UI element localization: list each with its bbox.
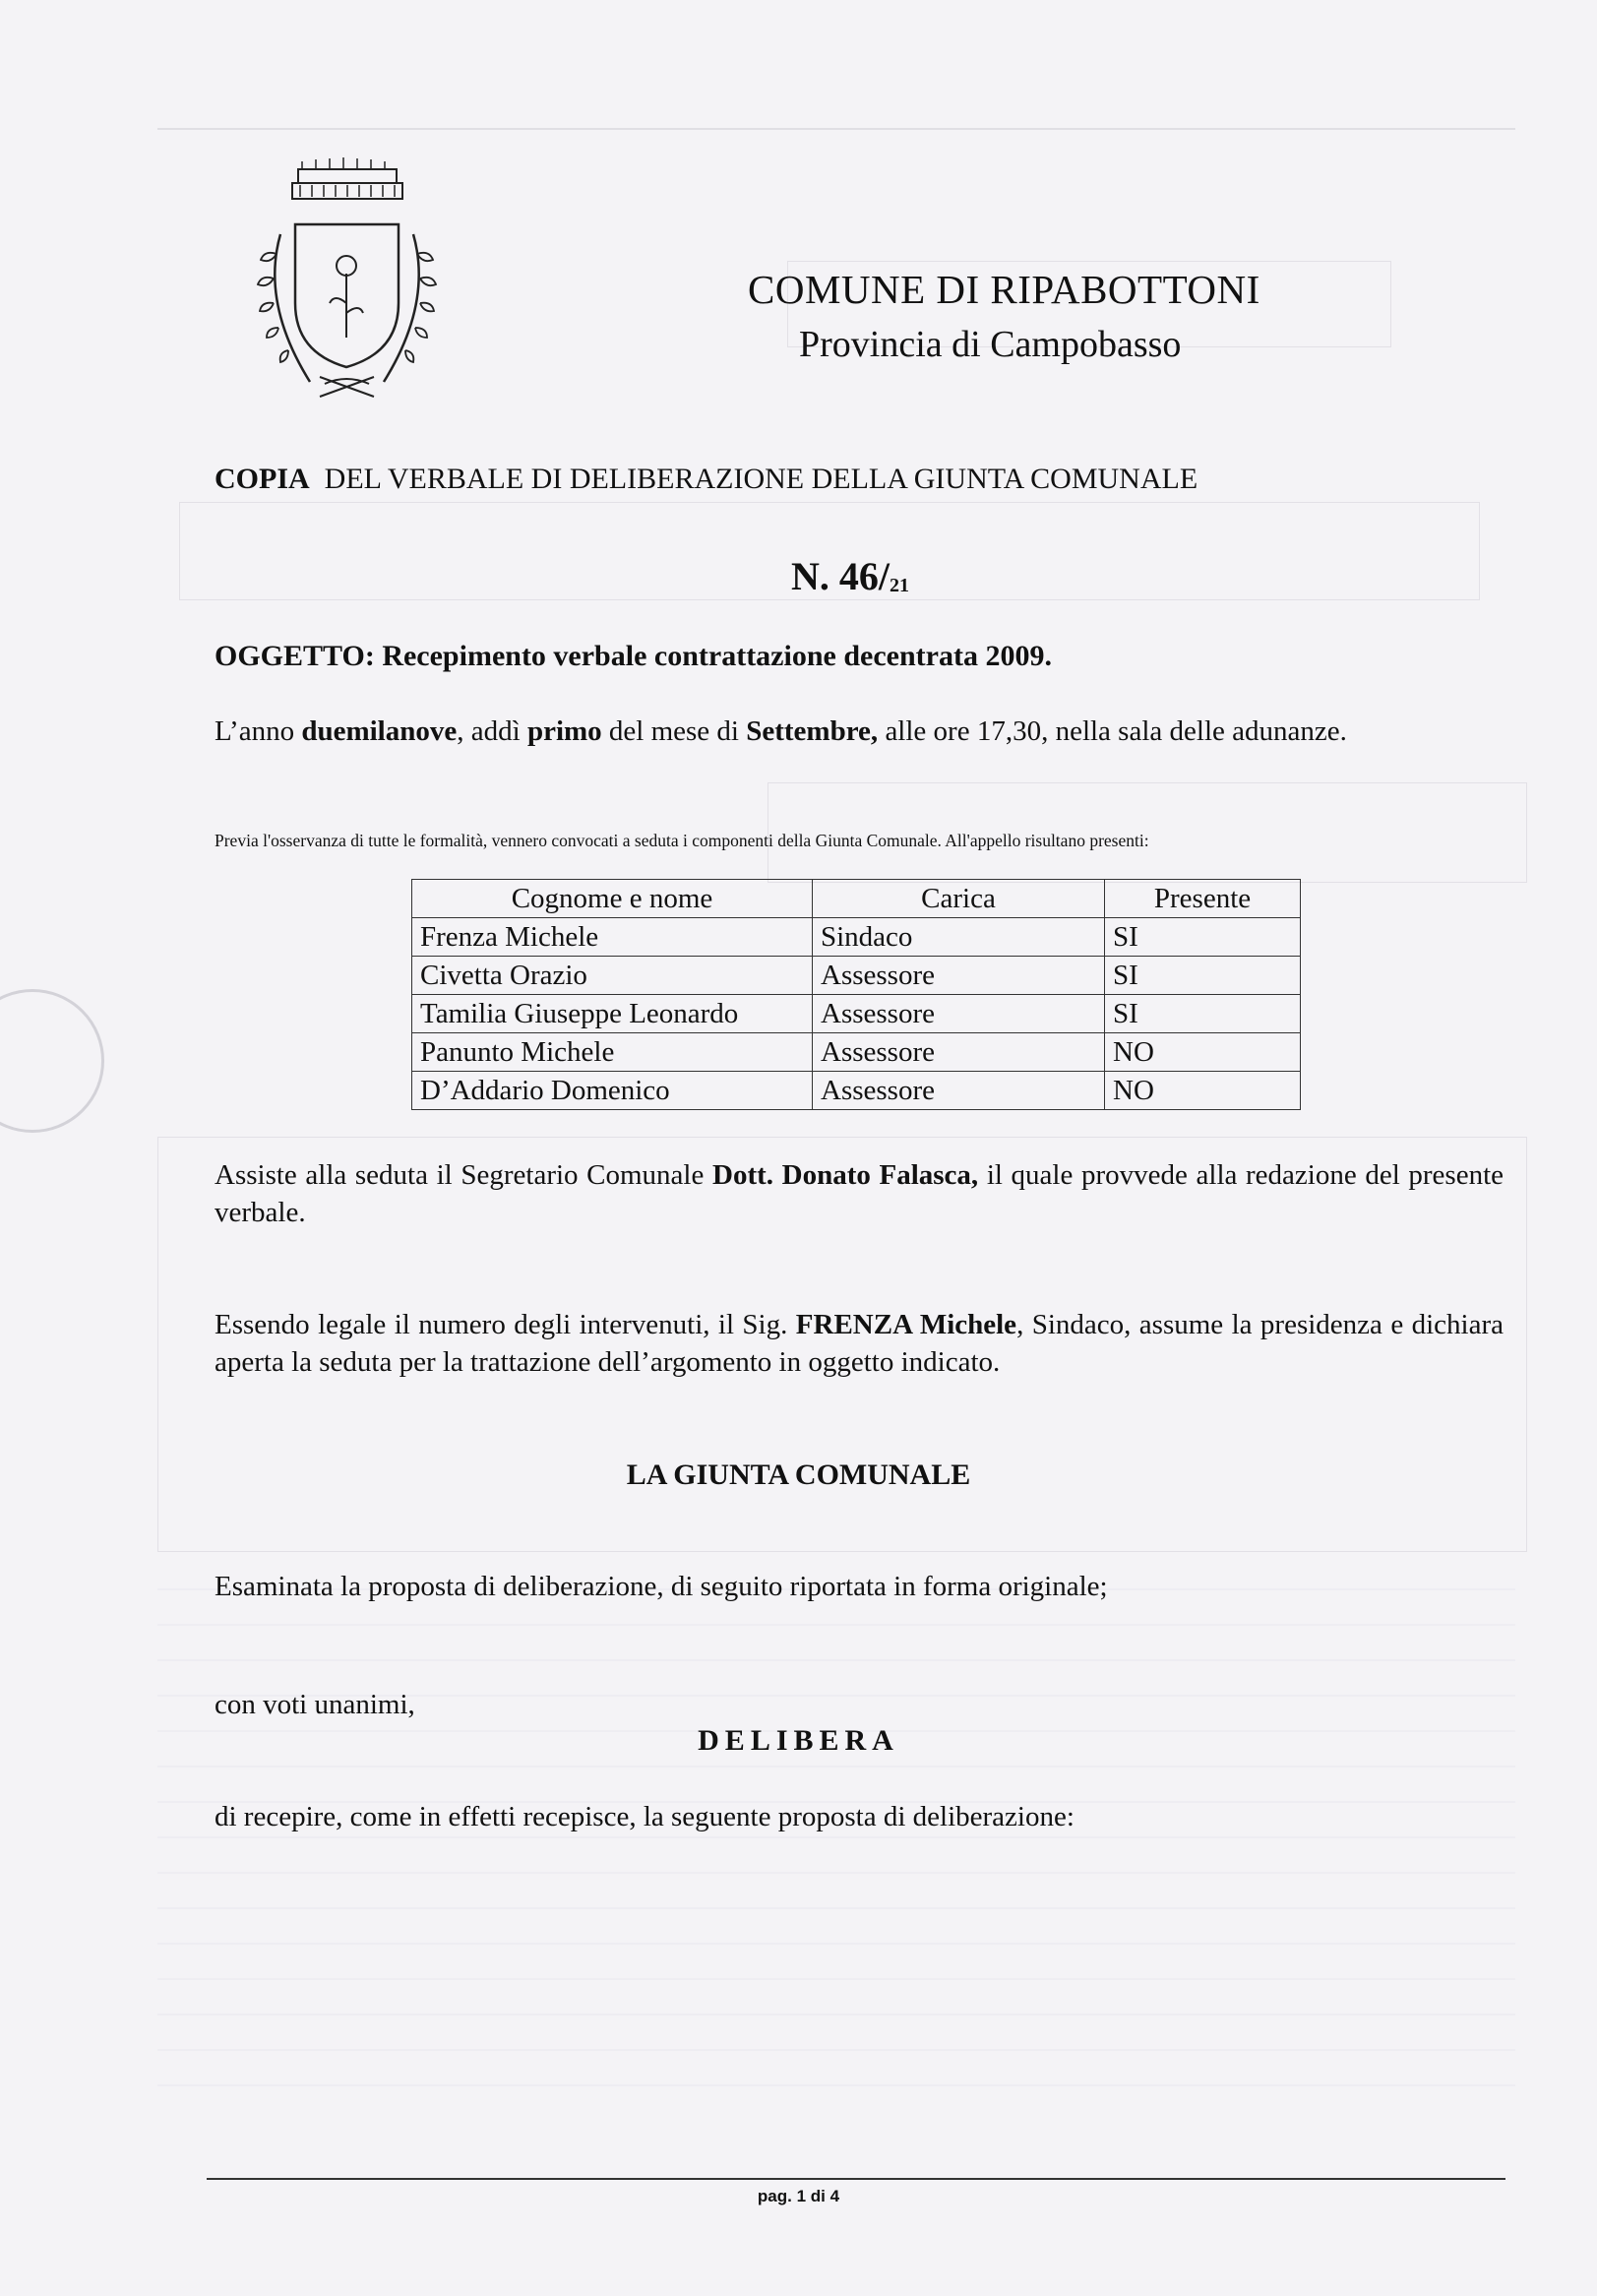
segretario-name: Dott. Donato Falasca, bbox=[712, 1159, 979, 1191]
recepire-line: di recepire, come in effetti recepisce, la seguente proposta di deliberazione: bbox=[215, 1801, 1075, 1832]
delibera-heading: DELIBERA bbox=[698, 1724, 899, 1757]
table-cell: NO bbox=[1105, 1033, 1301, 1072]
presidenza-text: , Sindaco, assume la presidenza e dichiara aperta la seduta per la trattazione dell’argomento in oggetto indicato. bbox=[215, 1309, 1504, 1378]
intro-text: L’anno bbox=[215, 715, 302, 747]
intro-giorno: primo bbox=[526, 715, 602, 747]
table-cell: NO bbox=[1105, 1072, 1301, 1110]
delibera-number-suffix: 21 bbox=[890, 575, 909, 596]
table-cell: SI bbox=[1105, 957, 1301, 995]
attendance-table bbox=[411, 879, 1301, 1110]
giunta-heading: LA GIUNTA COMUNALE bbox=[626, 1458, 971, 1491]
table-cell: Frenza Michele bbox=[412, 918, 813, 957]
intro-text: alle ore 17,30, nella sala delle adunanze. bbox=[878, 715, 1347, 747]
comune-title: COMUNE DI RIPABOTTONI bbox=[748, 267, 1260, 312]
verbale-heading bbox=[215, 463, 1198, 496]
table-cell: Tamilia Giuseppe Leonardo bbox=[412, 995, 813, 1033]
segretario-paragraph bbox=[215, 1156, 1504, 1231]
delibera-number bbox=[791, 553, 909, 599]
presidenza-text: Essendo legale il numero degli intervenuti, il Sig. bbox=[215, 1309, 796, 1340]
esaminata-line: Esaminata la proposta di deliberazione, di seguito riportata in forma originale; bbox=[215, 1571, 1108, 1602]
table-row bbox=[412, 1033, 1301, 1072]
voti-line: con voti unanimi, bbox=[215, 1689, 415, 1720]
page-number: pag. 1 di 4 bbox=[757, 2187, 840, 2205]
copia-label: COPIA bbox=[215, 463, 310, 495]
segretario-text: il quale provvede alla redazione del presente verbale. bbox=[215, 1159, 1505, 1228]
table-cell: SI bbox=[1105, 918, 1301, 957]
table-cell: Civetta Orazio bbox=[412, 957, 813, 995]
stamp-bleed bbox=[0, 989, 104, 1133]
table-row bbox=[412, 918, 1301, 957]
intro-mese: Settembre, bbox=[746, 715, 879, 747]
header-cell: Carica bbox=[813, 880, 1105, 918]
intro-text: , addì bbox=[457, 715, 527, 747]
municipal-crest-icon bbox=[241, 155, 453, 411]
attendance-header-row bbox=[412, 880, 1301, 918]
table-cell: Sindaco bbox=[813, 918, 1105, 957]
presidente-name: FRENZA Michele bbox=[795, 1309, 1017, 1340]
table-cell: D’Addario Domenico bbox=[412, 1072, 813, 1110]
intro-text: del mese di bbox=[601, 715, 747, 747]
oggetto-line: OGGETTO: Recepimento verbale contrattazione decentrata 2009. bbox=[215, 640, 1052, 672]
header-cell: Cognome e nome bbox=[412, 880, 813, 918]
header-cell: Presente bbox=[1105, 880, 1301, 918]
table-row bbox=[412, 1072, 1301, 1110]
table-row bbox=[412, 957, 1301, 995]
table-cell: SI bbox=[1105, 995, 1301, 1033]
table-cell: Assessore bbox=[813, 1033, 1105, 1072]
intro-paragraph bbox=[215, 713, 1504, 750]
previa-note: Previa l'osservanza di tutte le formalità, vennero convocati a seduta i componenti della Giunta Comunale. All'appello risultano presenti: bbox=[215, 831, 1149, 850]
provincia-subtitle: Provincia di Campobasso bbox=[799, 324, 1182, 365]
table-cell: Assessore bbox=[813, 957, 1105, 995]
verbale-description: DEL VERBALE DI DELIBERAZIONE DELLA GIUNTA COMUNALE bbox=[324, 463, 1198, 495]
table-row bbox=[412, 995, 1301, 1033]
delibera-number-label: N. 46/ bbox=[791, 554, 890, 598]
bleed-line bbox=[157, 128, 1515, 134]
table-cell: Assessore bbox=[813, 1072, 1105, 1110]
intro-anno: duemilanove bbox=[301, 715, 458, 747]
footer-rule bbox=[207, 2178, 1505, 2180]
table-cell: Panunto Michele bbox=[412, 1033, 813, 1072]
presidenza-paragraph bbox=[215, 1306, 1504, 1381]
segretario-text: Assiste alla seduta il Segretario Comunale bbox=[215, 1159, 712, 1191]
table-cell: Assessore bbox=[813, 995, 1105, 1033]
